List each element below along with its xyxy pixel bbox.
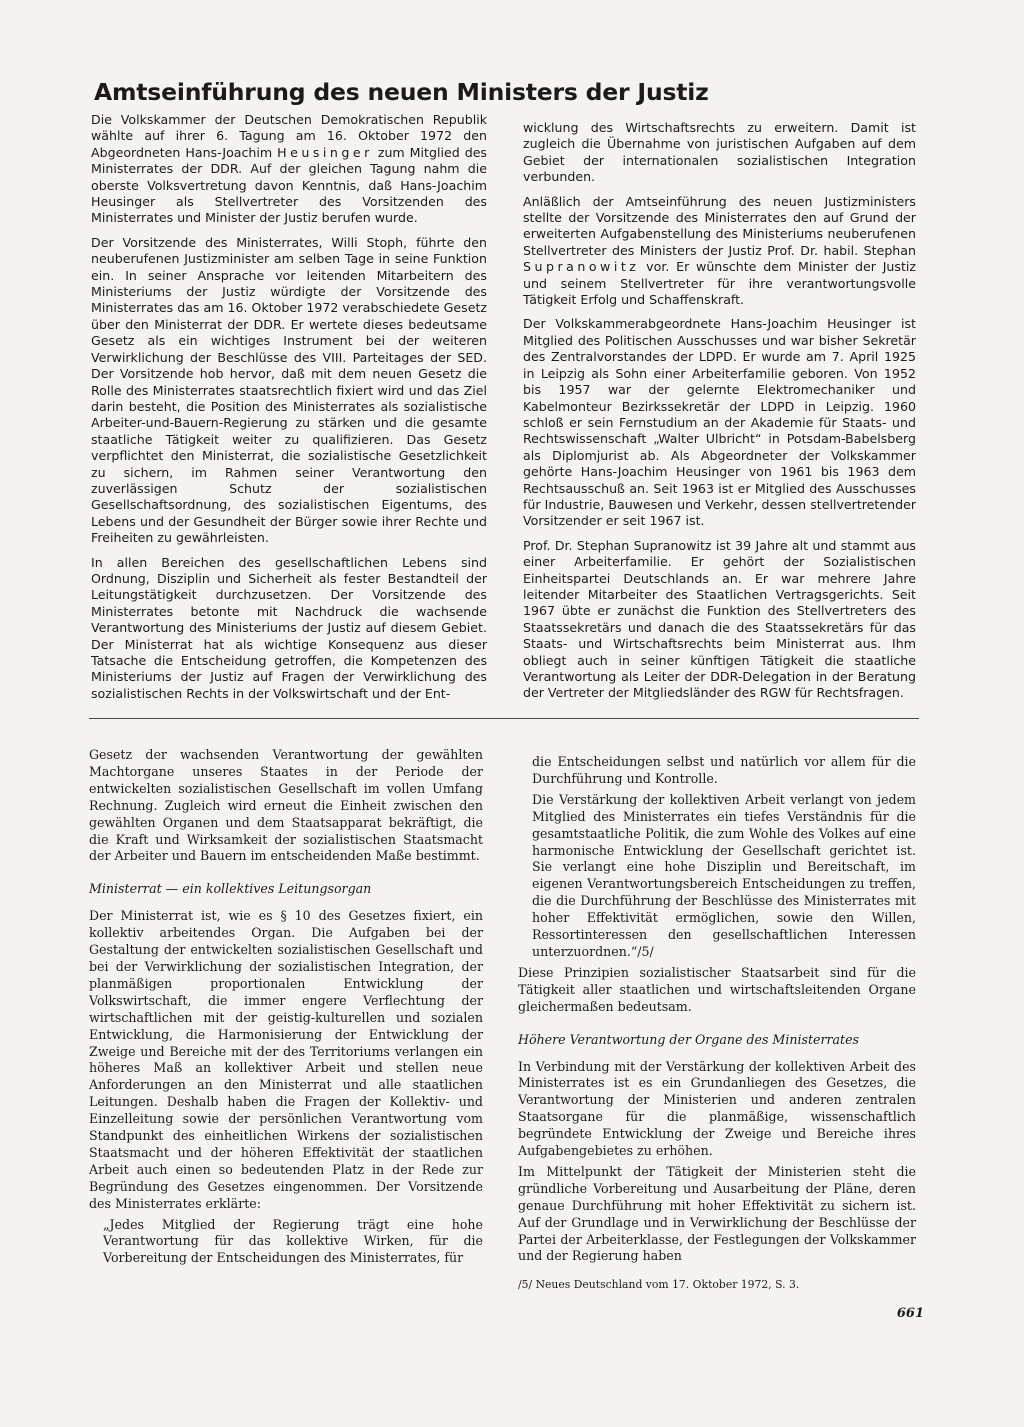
page-number: 661 <box>896 1306 924 1321</box>
article-paragraph <box>523 194 916 309</box>
continuation-column-left <box>89 747 483 1271</box>
text-run: Anläßlich der Amtseinführung des neuen Justizministers stellte der Vorsitzende des Ministerrates den auf Grund der erweiterten Aufgabenstellung des Ministeriums neuberufenen Stellvertreter des Ministers der Justiz Prof. Dr. habil. Stephan <box>523 193 916 258</box>
article-paragraph: Der Volkskammerabgeordnete Hans-Joachim Heusinger ist Mitglied des Politischen Ausschusses und war bisher Sekretär des Zentralvorstandes der LDPD. Er wurde am 7. April 1925 in Leipzig als Sohn einer Arbeiterfamilie geboren. Von 1952 bis 1957 war der gelernte Elektromechaniker und Kabelmonteur Bezirkssekretär der LDPD in Leipzig. 1960 schloß er sein Fernstudium an der Akademie für Staats- und Rechtswissenschaft „Walter Ulbricht“ in Potsdam-Babelsberg als Diplomjurist ab. Als Abgeordneter der Volkskammer gehörte Hans-Joachim Heusinger von 1961 bis 1963 dem Rechtsausschuß an. Seit 1963 ist er Mitglied des Ausschusses für Industrie, Bauwesen und Verkehr, dessen stellvertretender Vorsitzender er seit 1967 ist. <box>523 316 916 529</box>
quotation: Die Verstärkung der kollektiven Arbeit verlangt von jedem Mitglied des Ministerrates ein tiefes Verständnis für die gesamtstaatliche Politik, die zum Wohle des Volkes auf eine harmonische Entwicklung der Gesellschaft gerichtet ist. Sie verlangt eine hohe Disziplin und Bereitschaft, im eigenen Verantwortungsbereich Entscheidungen zu treffen, die die Durchführung der Beschlüsse des Ministerrates mit hoher Effektivität ermöglichen, sowie den Willen, Ressortinteressen den gesellschaftlichen Interessen unterzuordnen.“/5/ <box>532 791 916 959</box>
quotation: die Entscheidungen selbst und natürlich vor allem für die Durchführung und Kontrolle. <box>532 754 916 786</box>
article-paragraph: wicklung des Wirtschaftsrechts zu erweitern. Damit ist zugleich die Übernahme von juristischen Aufgaben auf dem Gebiet der internationalen sozialistischen Integration verbunden. <box>523 120 916 185</box>
article-title: Amtseinführung des neuen Ministers der Justiz <box>94 78 709 106</box>
article-paragraph: In allen Bereichen des gesellschaftlichen Lebens sind Ordnung, Disziplin und Sicherheit als fester Bestandteil der Leitungstätigkeit durchzusetzen. Der Vorsitzende des Ministerrates betonte mit Nachdruck die wachsende Verantwortung des Ministeriums der Justiz auf diesem Gebiet. Der Ministerrat hat als wichtige Konsequenz aus dieser Tatsache die Entscheidung getroffen, die Kompetenzen des Ministeriums der Justiz auf Fragen der Verwirklichung des sozialistischen Rechts in der Volkswirtschaft und der Ent- <box>91 554 487 701</box>
article-paragraph: Der Vorsitzende des Ministerrates, Willi Stoph, führte den neuberufenen Justizminister am selben Tage in seine Funktion ein. In seiner Ansprache vor leitenden Mitarbeitern des Ministeriums der Justiz würdigte der Vorsitzende des Ministerrates das am 16. Oktober 1972 verabschiedete Gesetz über den Ministerrat der DDR. Er wertete dieses bedeutsame Gesetz als ein wichtiges Instrument bei der weiteren Verwirklichung der Beschlüsse des VIII. Parteitages der SED. Der Vorsitzende hob hervor, daß mit dem neuen Gesetz die Rolle des Ministerrates staatsrechtlich fixiert wird und das Ziel darin besteht, die Position des Ministerrates als sozialistische Arbeiter-und-Bauern-Regierung zu stärken und die gesamte staatliche Tätigkeit weiter zu qualifizieren. Das Gesetz verpflichtet den Ministerrat, die sozialistische Gesetzlichkeit zu sichern, im Rahmen seiner Verantwortung den zuverlässigen Schutz der sozialistischen Gesellschaftsordnung, des sozialistischen Eigentums, des Lebens und der Gesundheit der Bürger sowie ihrer Rechte und Freiheiten zu gewährleisten. <box>91 234 487 546</box>
body-paragraph: Im Mittelpunkt der Tätigkeit der Ministerien steht die gründliche Vorbereitung und Ausarbeitung der Pläne, deren genaue Durchführung mit hoher Effektivität zu sichern ist. Auf der Grundlage und in Verwirklichung der Beschlüsse der Partei der Arbeiterklasse, der Festlegungen der Volkskammer und der Regierung haben <box>518 1163 916 1264</box>
section-divider <box>89 718 919 719</box>
continuation-column-right <box>518 754 916 1269</box>
text-run: zum Mitglied des Ministerrates der DDR. Auf der gleichen Tagung nahm die oberste Volksvertretung davon Kenntnis, daß Hans-Joachim Heusinger als Stellvertreter des Vorsitzenden des Ministerrates und Minister der Justiz berufen wurde. <box>91 144 487 226</box>
article-column-right <box>523 120 916 710</box>
body-paragraph: Der Ministerrat ist, wie es § 10 des Gesetzes fixiert, ein kollektiv arbeitendes Organ. Die Aufgaben bei der Gestaltung der entwickelten sozialistischen Gesellschaft und bei der Verwirklichung der sozialistischen Integration, der planmäßigen proportionalen Entwicklung der Volkswirtschaft, die immer engere Verflechtung der wirtschaftlichen mit der geistig-kulturellen und sozialen Entwicklung, die Harmonisierung der Entwicklung der Zweige und Bereiche mit der des Territoriums verlangen ein höheres Maß an kollektiver Arbeit und stellen neue Anforderungen an den Ministerrat und alle staatlichen Leitungen. Deshalb haben die Fragen der Kollektiv- und Einzelleitung sowie der persönlichen Verantwortung vom Standpunkt des einheitlichen Wirkens der sozialistischen Staatsmacht und der höheren Effektivität der staatlichen Arbeit auch einen so bedeutenden Platz in der Rede zur Begründung des Gesetzes eingenommen. Der Vorsitzende des Ministerrates erklärte: <box>89 908 483 1211</box>
article-paragraph <box>91 112 487 227</box>
body-paragraph: In Verbindung mit der Verstärkung der kollektiven Arbeit des Ministerrates ist es ein Grundanliegen des Gesetzes, die Verantwortung der Ministerien und anderen zentralen Staatsorgane für die planmäßige, wissenschaftlich begründete Entwicklung der Zweige und Bereiche ihres Aufgabengebietes zu erhöhen. <box>518 1058 916 1159</box>
article-paragraph: Prof. Dr. Stephan Supranowitz ist 39 Jahre alt und stammt aus einer Arbeiterfamilie. Er gehört der Sozialistischen Einheitspartei Deutschlands an. Er war mehrere Jahre leitender Mitarbeiter des Staatlichen Vertragsgerichts. Seit 1967 übte er zunächst die Funktion des Stellvertreters des Staatssekretärs und danach die des Staatssekretärs für das Staats- und Wirtschaftsrechts beim Ministerrat aus. Ihm obliegt auch in seiner künftigen Tätigkeit die staatliche Verantwortung als Leiter der DDR-Delegation in der Beratung der Vertreter der Mitgliedsländer des RGW für Rechtsfragen. <box>523 537 916 701</box>
body-paragraph: Diese Prinzipien sozialistischer Staatsarbeit sind für die Tätigkeit aller staatlichen und wirtschaftsleitenden Organe gleichermaßen bedeutsam. <box>518 964 916 1014</box>
section-heading: Ministerrat — ein kollektives Leitungsorgan <box>89 881 372 897</box>
text-run: vor. Er wünschte dem Minister der Justiz und seinem Stellvertreter für ihre verantwortungsvolle Tätigkeit Erfolg und Schaffenskraft. <box>523 259 916 308</box>
spaced-name: Heusinger <box>277 144 373 160</box>
spaced-name: Supranowitz <box>523 259 640 275</box>
article-column-left <box>91 112 487 710</box>
body-paragraph: Gesetz der wachsenden Verantwortung der gewählten Machtorgane unseres Staates in der Periode der entwickelten sozialistischen Gesellschaft im vollen Umfang Rechnung. Zugleich wird erneut die Einheit zwischen den gewählten Organen und dem Staatsapparat bekräftigt, die die Kraft und Wirksamkeit der sozialistischen Staatsmacht der Arbeiter und Bauern im entscheidenden Maße bestimmt. <box>89 747 483 864</box>
section-heading: Höhere Verantwortung der Organe des Ministerrates <box>518 1031 859 1047</box>
quotation: „Jedes Mitglied der Regierung trägt eine hohe Verantwortung für das kollektive Wirken, für die Vorbereitung der Entscheidungen des Ministerrates, für <box>103 1216 483 1266</box>
footnote: /5/ Neues Deutschland vom 17. Oktober 1972, S. 3. <box>518 1278 800 1291</box>
text-run: Die Volkskammer der Deutschen Demokratischen Republik wählte auf ihrer 6. Tagung am 16. Oktober 1972 den Abgeordneten Hans-Joachim <box>91 112 487 160</box>
